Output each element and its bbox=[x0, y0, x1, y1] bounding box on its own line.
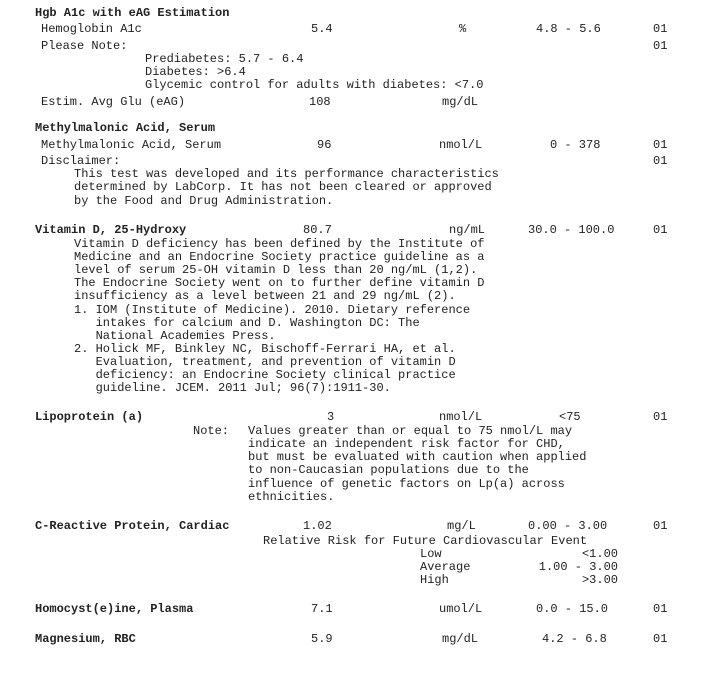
note-line: ethnicities. bbox=[248, 490, 335, 504]
comment-line: intakes for calcium and D. Washington DC: The bbox=[74, 316, 420, 330]
test-name-eag: Estim. Avg Glu (eAG) bbox=[41, 95, 186, 109]
result-unit: umol/L bbox=[439, 602, 483, 616]
comment-line: guideline. JCEM. 2011 Jul; 96(7):1911-30. bbox=[74, 381, 391, 395]
reference-range: 4.8 - 5.6 bbox=[536, 22, 601, 36]
result-unit: mg/dL bbox=[442, 95, 479, 109]
note-line: Values greater than or equal to 75 nmol/L may bbox=[248, 424, 573, 438]
disclaimer-line: This test was developed and its performance characteristics bbox=[74, 167, 499, 181]
risk-table-header: Relative Risk for Future Cardiovascular Event bbox=[263, 534, 588, 548]
comment-line: 1. IOM (Institute of Medicine). 2010. Dietary reference bbox=[74, 303, 471, 317]
reference-range: <75 bbox=[559, 410, 581, 424]
risk-level: Low bbox=[420, 547, 442, 561]
section-title-hgb-a1c: Hgb A1c with eAG Estimation bbox=[35, 6, 230, 20]
risk-range: <1.00 bbox=[581, 547, 618, 561]
reference-range: 4.2 - 6.8 bbox=[542, 632, 607, 646]
result-value: 96 bbox=[317, 138, 332, 152]
comment-line: insufficiency as a level between 21 and 29 ng/mL (2). bbox=[74, 289, 456, 303]
result-value: 1.02 bbox=[303, 519, 332, 533]
section-title-vitamin-d: Vitamin D, 25-Hydroxy bbox=[35, 223, 187, 237]
comment-line: 2. Holick MF, Binkley NC, Bischoff-Ferrari HA, et al. bbox=[74, 342, 456, 356]
note-line: Diabetes: >6.4 bbox=[145, 65, 246, 79]
comment-line: Evaluation, treatment, and prevention of vitamin D bbox=[74, 355, 456, 369]
comment-line: National Academies Press. bbox=[74, 329, 276, 343]
risk-range: >3.00 bbox=[581, 573, 618, 587]
result-unit: % bbox=[459, 22, 467, 36]
disclaimer-line: determined by LabCorp. It has not been cleared or approved bbox=[74, 180, 492, 194]
result-unit: ng/mL bbox=[449, 223, 486, 237]
section-title-methylmalonic-acid: Methylmalonic Acid, Serum bbox=[35, 121, 216, 135]
section-title-magnesium: Magnesium, RBC bbox=[35, 632, 136, 646]
comment-line: level of serum 25-OH vitamin D less than 20 ng/mL (1,2). bbox=[74, 263, 478, 277]
disclaimer-label: Disclaimer: bbox=[41, 154, 121, 168]
lab-code: 01 bbox=[653, 519, 668, 533]
result-unit: nmol/L bbox=[439, 410, 483, 424]
note-label: Note: bbox=[193, 424, 230, 438]
result-unit: mg/L bbox=[447, 519, 476, 533]
test-name-hemoglobin-a1c: Hemoglobin A1c bbox=[41, 22, 142, 36]
comment-line: Medicine and an Endocrine Society practice guideline as a bbox=[74, 250, 485, 264]
reference-range: 0.00 - 3.00 bbox=[528, 519, 608, 533]
disclaimer-line: by the Food and Drug Administration. bbox=[74, 194, 334, 208]
comment-line: Vitamin D deficiency has been defined by the Institute of bbox=[74, 237, 485, 251]
risk-level: Average bbox=[420, 560, 471, 574]
section-title-homocysteine: Homocyst(e)ine, Plasma bbox=[35, 602, 194, 616]
risk-range: 1.00 - 3.00 bbox=[538, 560, 618, 574]
note-line: to non-Caucasian populations due to the bbox=[248, 463, 529, 477]
lab-code: 01 bbox=[653, 39, 668, 53]
lab-code: 01 bbox=[653, 22, 668, 36]
result-unit: nmol/L bbox=[439, 138, 483, 152]
section-title-c-reactive-protein: C-Reactive Protein, Cardiac bbox=[35, 519, 230, 533]
section-title-lipoprotein-a: Lipoprotein (a) bbox=[35, 410, 144, 424]
comment-line: deficiency: an Endocrine Society clinical practice bbox=[74, 368, 456, 382]
risk-level: High bbox=[420, 573, 449, 587]
lab-code: 01 bbox=[653, 154, 668, 168]
note-line: influence of genetic factors on Lp(a) across bbox=[248, 477, 565, 491]
result-value: 3 bbox=[327, 410, 335, 424]
result-unit: mg/dL bbox=[442, 632, 479, 646]
lab-code: 01 bbox=[653, 410, 668, 424]
reference-range: 0 - 378 bbox=[550, 138, 601, 152]
lab-code: 01 bbox=[653, 138, 668, 152]
lab-code: 01 bbox=[653, 223, 668, 237]
result-value: 5.4 bbox=[311, 22, 333, 36]
note-label: Please Note: bbox=[41, 39, 128, 53]
reference-range: 30.0 - 100.0 bbox=[528, 223, 615, 237]
note-line: Glycemic control for adults with diabetes: <7.0 bbox=[145, 78, 484, 92]
note-line: Prediabetes: 5.7 - 6.4 bbox=[145, 52, 304, 66]
result-value: 5.9 bbox=[311, 632, 333, 646]
note-line: but must be evaluated with caution when applied bbox=[248, 450, 587, 464]
result-value: 108 bbox=[309, 95, 331, 109]
note-line: indicate an independent risk factor for CHD, bbox=[248, 437, 565, 451]
test-name-methylmalonic-acid: Methylmalonic Acid, Serum bbox=[41, 138, 222, 152]
lab-code: 01 bbox=[653, 632, 668, 646]
reference-range: 0.0 - 15.0 bbox=[536, 602, 609, 616]
lab-code: 01 bbox=[653, 602, 668, 616]
result-value: 7.1 bbox=[311, 602, 333, 616]
result-value: 80.7 bbox=[303, 223, 332, 237]
comment-line: The Endocrine Society went on to further define vitamin D bbox=[74, 276, 485, 290]
